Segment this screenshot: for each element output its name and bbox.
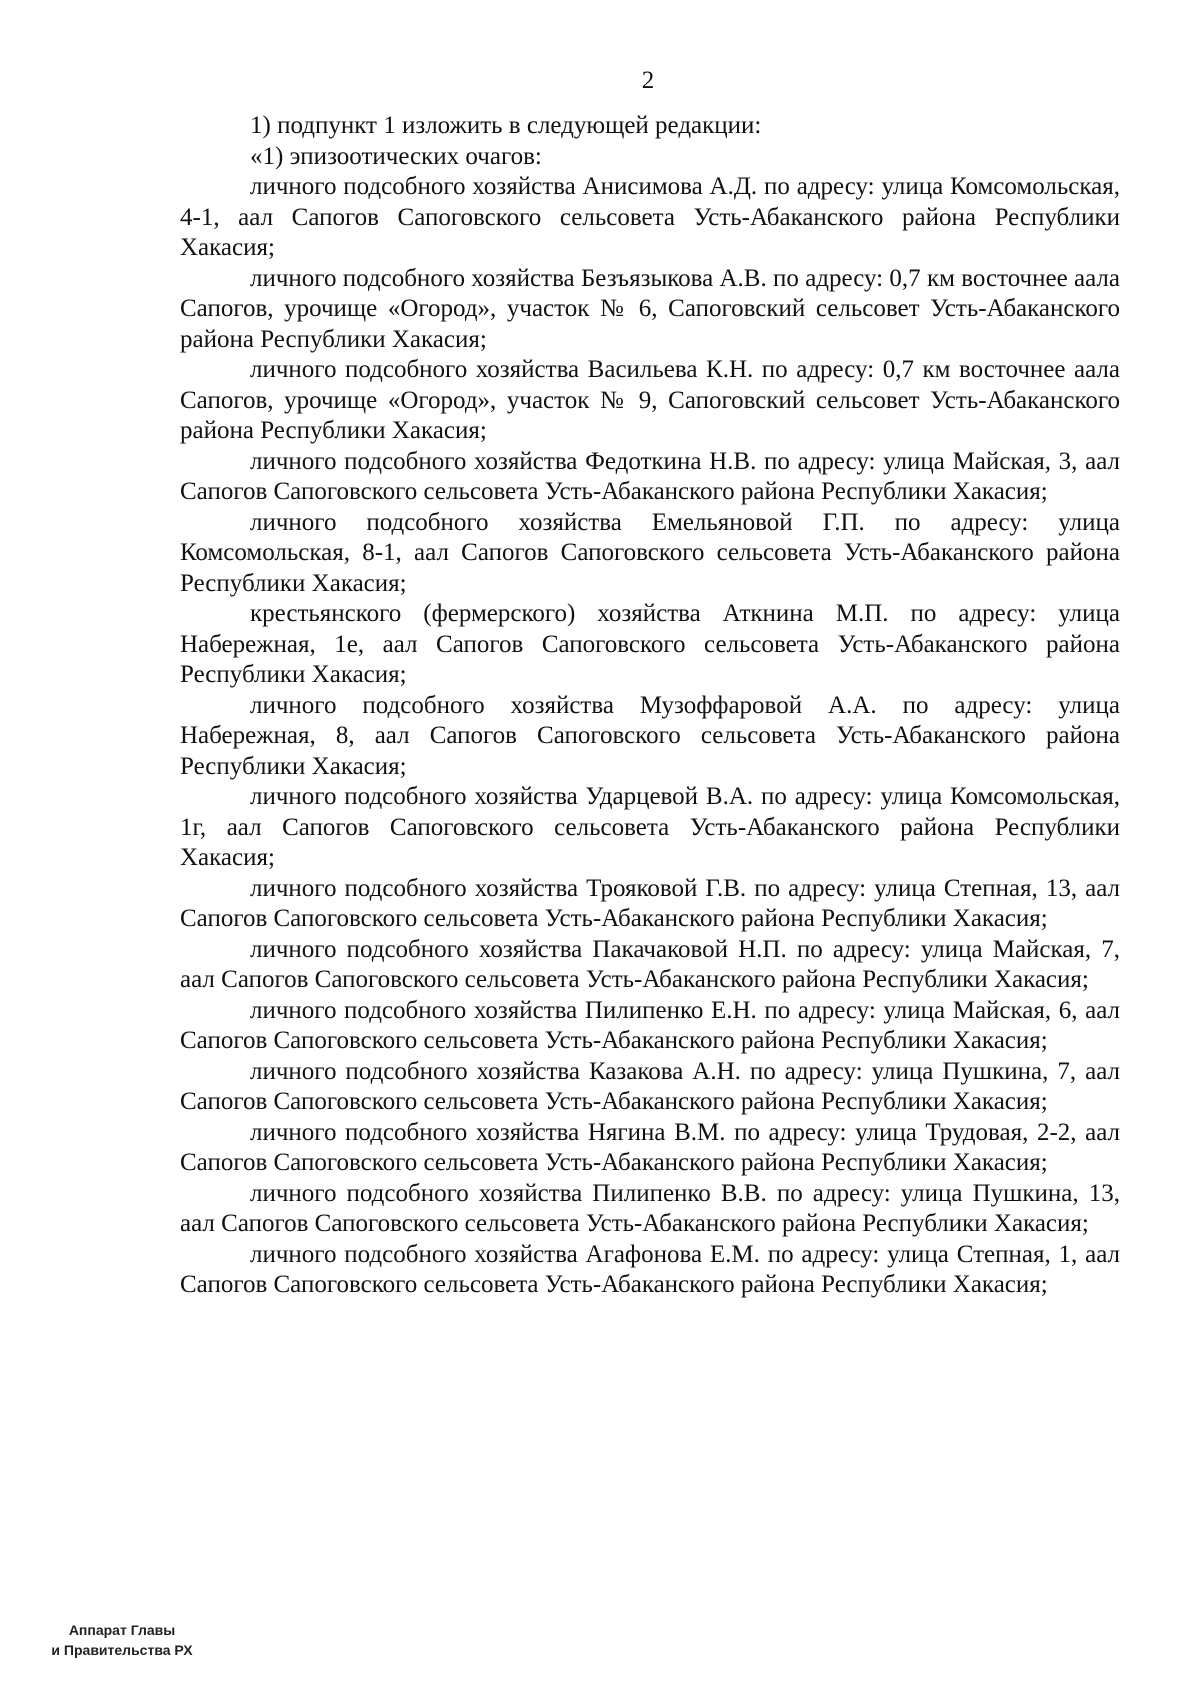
paragraph: крестьянского (фермерского) хозяйства Аткнина М.П. по адресу: улица Набережная, 1е, аал Сапогов Сапоговского сельсовета Усть-Абаканского района Республики Хакасия; (180, 600, 1120, 688)
paragraph: 1) подпункт 1 изложить в следующей редакции: (250, 112, 762, 139)
page-number: 2 (641, 67, 655, 94)
paragraph: личного подсобного хозяйства Анисимова А.Д. по адресу: улица Комсомольская, 4-1, аал Сапогов Сапоговского сельсовета Усть-Абаканского района Республики Хакасия; (180, 173, 1120, 261)
stamp-line-1: Аппарат Главы (68, 1622, 176, 1638)
paragraph: личного подсобного хозяйства Казакова А.Н. по адресу: улица Пушкина, 7, аал Сапогов Сапоговского сельсовета Усть-Абаканского района Республики Хакасия; (180, 1057, 1120, 1115)
paragraph: личного подсобного хозяйства Безъязыкова А.В. по адресу: 0,7 км восточнее аала Сапогов, урочище «Огород», участок № 6, Сапоговский сельсовет Усть-Абаканского района Республики Хакасия; (180, 264, 1120, 353)
paragraph: личного подсобного хозяйства Ударцевой В.А. по адресу: улица Комсомольская, 1г, аал Сапогов Сапоговского сельсовета Усть-Абаканского района Республики Хакасия; (180, 783, 1120, 871)
paragraph: «1) эпизоотических очагов: (250, 142, 542, 170)
paragraph: личного подсобного хозяйства Емельяновой Г.П. по адресу: улица Комсомольская, 8-1, аал Сапогов Сапоговского сельсовета Усть-Абаканского района Республики Хакасия; (180, 508, 1120, 597)
paragraph: личного подсобного хозяйства Трояковой Г.В. по адресу: улица Степная, 13, аал Сапогов Сапоговского сельсовета Усть-Абаканского района Республики Хакасия; (180, 874, 1120, 932)
paragraph: личного подсобного хозяйства Федоткина Н.В. по адресу: улица Майская, 3, аал Сапогов Сапоговского сельсовета Усть-Абаканского района Республики Хакасия; (180, 447, 1120, 505)
paragraph: личного подсобного хозяйства Музоффаровой А.А. по адресу: улица Набережная, 8, аал Сапогов Сапоговского сельсовета Усть-Абаканского района Республики Хакасия; (180, 691, 1120, 780)
paragraph: личного подсобного хозяйства Агафонова Е.М. по адресу: улица Степная, 1, аал Сапогов Сапоговского сельсовета Усть-Абаканского района Республики Хакасия; (180, 1240, 1120, 1298)
paragraph: личного подсобного хозяйства Пилипенко В.В. по адресу: улица Пушкина, 13, аал Сапогов Сапоговского сельсовета Усть-Абаканского района Республики Хакасия; (180, 1179, 1120, 1237)
paragraph: личного подсобного хозяйства Нягина В.М. по адресу: улица Трудовая, 2-2, аал Сапогов Сапоговского сельсовета Усть-Абаканского района Республики Хакасия; (180, 1118, 1120, 1176)
document-body (180, 111, 1120, 1301)
paragraph: личного подсобного хозяйства Пилипенко Е.Н. по адресу: улица Майская, 6, аал Сапогов Сапоговского сельсовета Усть-Абаканского района Республики Хакасия; (180, 996, 1120, 1054)
paragraph: личного подсобного хозяйства Пакачаковой Н.П. по адресу: улица Майская, 7, аал Сапогов Сапоговского сельсовета Усть-Абаканского района Республики Хакасия; (180, 935, 1120, 993)
paragraph: личного подсобного хозяйства Васильева К.Н. по адресу: 0,7 км восточнее аала Сапогов, урочище «Огород», участок № 9, Сапоговский сельсовет Усть-Абаканского района Республики Хакасия; (180, 356, 1120, 444)
office-stamp (32, 1620, 212, 1660)
stamp-line-2: и Правительства РХ (51, 1642, 193, 1658)
